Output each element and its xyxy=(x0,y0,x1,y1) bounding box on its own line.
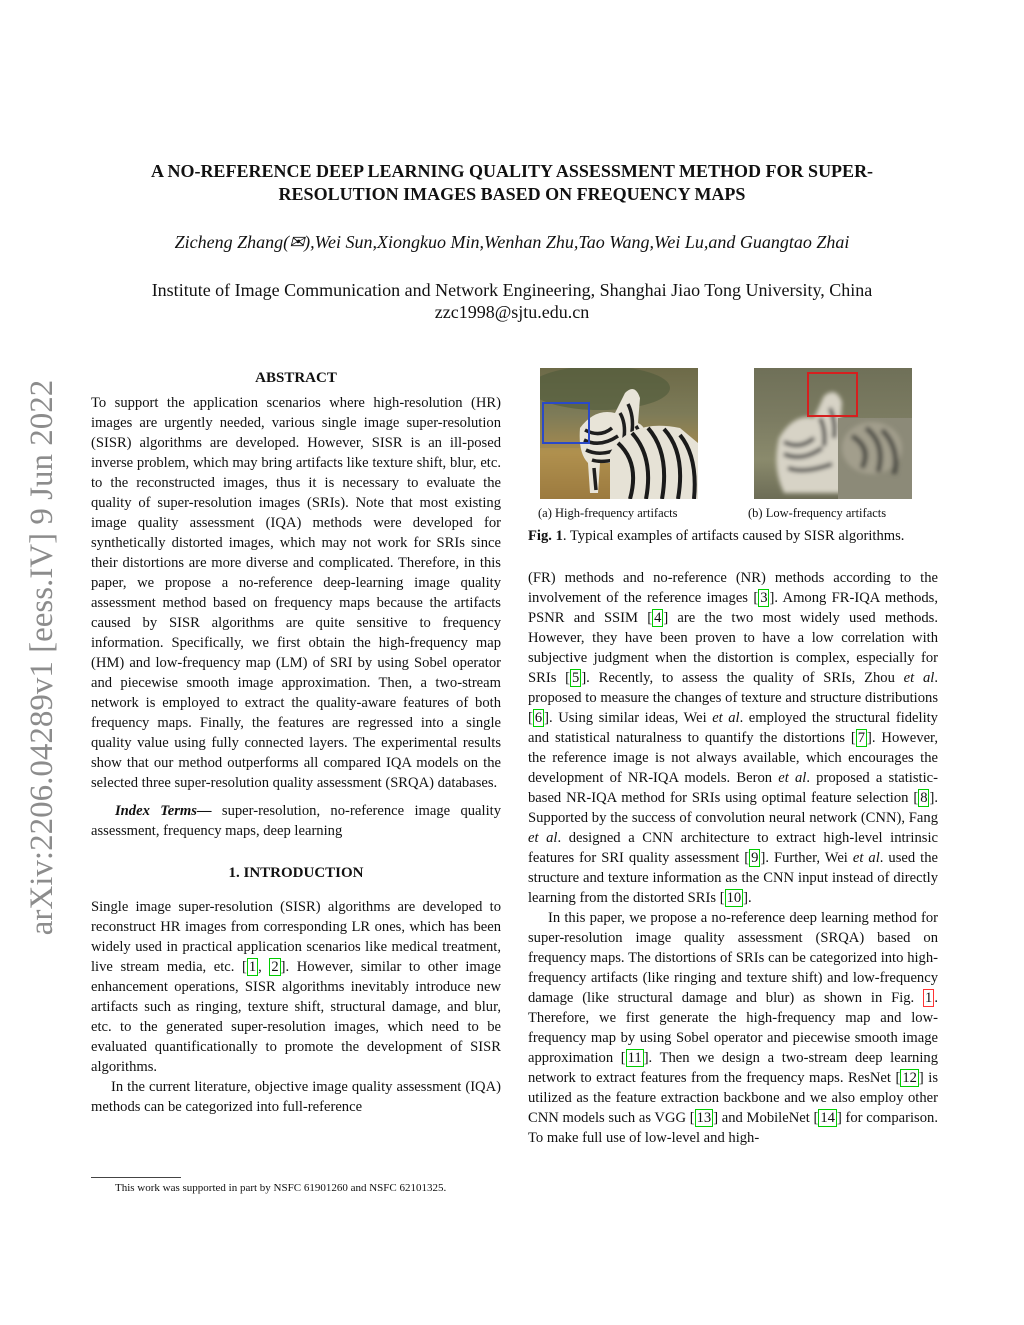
footnote: This work was supported in part by NSFC 61901260 and NSFC 62101325. xyxy=(115,1182,447,1194)
text-run: ]. Further, Wei xyxy=(760,850,853,866)
figure-reference-link[interactable]: 1 xyxy=(925,990,933,1006)
intro-paragraph-2: In the current literature, objective image quality assessment (IQA) methods can be categorized into full-reference xyxy=(91,1079,501,1115)
affiliation: Institute of Image Communication and Network Engineering, Shanghai Jiao Tong University, China xyxy=(151,280,873,300)
et-al-text: et al xyxy=(852,850,880,866)
citation-link[interactable]: 2 xyxy=(271,959,279,975)
paper-title: A NO-REFERENCE DEEP LEARNING QUALITY ASSESSMENT METHOD FOR SUPER-RESOLUTION IMAGES BASED ON FREQUENCY MAPS xyxy=(150,161,874,204)
citation-link[interactable]: 4 xyxy=(654,610,662,626)
citation-link[interactable]: 5 xyxy=(572,670,580,686)
text-run: ]. However, similar to other image enhancement operations, SISR algorithms inevitably introduce new artifacts such as ringing, texture shift, structural damage, and blur, etc. to the generated super-resolution images, which need to be evaluated quantificationally to promote the development of SISR algorithms. xyxy=(91,959,502,1075)
blurred-zebra-illustration xyxy=(754,368,912,499)
email[interactable]: zzc1998@sjtu.edu.cn xyxy=(434,302,590,322)
et-al-text: et al xyxy=(778,770,807,786)
text-run: ]. Supported by the success of convolution neural network (CNN), Fang xyxy=(528,790,938,826)
citation-link[interactable]: 14 xyxy=(820,1110,835,1126)
affiliation-block xyxy=(80,279,944,323)
text-run: , xyxy=(258,959,270,975)
text-run: . Therefore, we first generate the high-frequency map and low-frequency map by using Sobel operator and piecewise smooth image approximation [ xyxy=(528,990,938,1066)
arxiv-stamp: arXiv:2206.04289v1 [eess.IV] 9 Jun 2022 xyxy=(24,379,61,936)
text-run: ] are the two most widely used methods. However, they have been proven to have a low correlation with subjective judgment when the distortion is complex, especially for SRIs [ xyxy=(528,610,938,686)
text-run: ]. Among FR-IQA methods, PSNR and SSIM [ xyxy=(528,590,938,626)
zebra-image-low-frequency xyxy=(754,368,912,499)
text-run: ]. xyxy=(743,890,752,906)
citation-link[interactable]: 8 xyxy=(920,790,928,806)
index-terms-text: super-resolution, no-reference image quality assessment, frequency maps, deep learning xyxy=(91,803,501,839)
citation-link[interactable]: 11 xyxy=(627,1050,642,1066)
index-terms-label: Index Terms— xyxy=(115,803,212,819)
figure-caption xyxy=(528,526,938,546)
text-run: . proposed a statistic-based NR-IQA method for SRIs using optimal feature selection [ xyxy=(528,770,938,806)
text-run: ]. Recently, to assess the quality of SRIs, Zhou xyxy=(581,670,904,686)
citation-link[interactable]: 6 xyxy=(534,710,543,726)
text-run: Single image super-resolution (SISR) algorithms are developed to reconstruct HR images from corresponding LR ones, which has been widely used in practical application scenarios like medical treatment, live stream media, etc. [ xyxy=(91,899,501,975)
right-paragraph-2 xyxy=(528,908,938,1148)
left-column xyxy=(91,368,501,1117)
text-run: ] for comparison. To make full use of low-level and high- xyxy=(528,1110,938,1146)
citation-link[interactable]: 10 xyxy=(726,890,742,906)
et-al-text: et al xyxy=(903,670,935,686)
text-run: (FR) methods and no-reference (NR) methods according to the involvement of the reference images [ xyxy=(528,570,938,606)
text-run: ]. However, the reference image is not always available, which encourages the development of NR-IQA models. Beron xyxy=(528,730,938,786)
citation-link[interactable]: 7 xyxy=(857,730,865,746)
right-paragraph-1 xyxy=(528,568,938,908)
abstract-text: To support the application scenarios where high-resolution (HR) images are urgently needed, various single image super-resolution (SISR) algorithms are developed. However, SISR is an ill-posed inverse problem, which may bring artifacts like texture shift, blur, etc. to the reconstructed images, thus it is necessary to evaluate the quality of super-resolution images (SRIs). Note that most existing image quality assessment (IQA) methods were developed for synthetically distorted images, which may not work for SRIs since their distortions are more diverse and complicated. Therefore, in this paper, we propose a no-reference deep-learning image quality assessment method based on frequency maps because the artifacts caused by SISR algorithms are quite sensitive to frequency information. Specifically, we first obtain the high-frequency map (HM) and low-frequency map (LM) of SRI by using Sobel operator and piecewise smooth image approximation. Then, a two-stream network is employed to extract the quality-aware features of both frequency maps. Finally, the features are regressed into a single quality value using fully connected layers. The experimental results show that our method outperforms all compared IQA models on the selected three super-resolution quality assessment (SRQA) databases. xyxy=(91,395,501,791)
text-run: ] and MobileNet [ xyxy=(713,1110,819,1126)
abstract-heading: ABSTRACT xyxy=(255,370,337,386)
right-column xyxy=(528,568,938,1148)
text-run: . proposed to measure the changes of texture and structure distributions [ xyxy=(528,670,938,726)
text-run: ]. Then we design a two-stream deep learning network to extract features from the frequency maps. ResNet [ xyxy=(528,1050,938,1086)
citation-link[interactable]: 12 xyxy=(902,1070,917,1086)
figure-1 xyxy=(528,368,938,568)
citation-link[interactable]: 13 xyxy=(696,1110,712,1126)
text-run: . employed the structural fidelity and statistical naturalness to quantify the distortions [ xyxy=(528,710,938,746)
index-terms xyxy=(91,801,501,841)
citation-link[interactable]: 9 xyxy=(751,850,759,866)
citation-link[interactable]: 3 xyxy=(760,590,768,606)
citation-link[interactable]: 1 xyxy=(248,959,257,975)
text-run: . designed a CNN architecture to extract high-level intrinsic features for SRI quality assessment [ xyxy=(528,830,938,866)
figure-label: Fig. 1 xyxy=(528,528,563,544)
text-run: ]. Using similar ideas, Wei xyxy=(544,710,713,726)
intro-paragraph-1 xyxy=(91,897,501,1077)
zebra-image-high-frequency xyxy=(540,368,698,499)
et-al-text: et al xyxy=(712,710,740,726)
et-al-text: et al xyxy=(528,830,558,846)
zebra-illustration xyxy=(540,368,698,499)
subfigure-caption-b: (b) Low-frequency artifacts xyxy=(748,506,887,520)
intro-heading: 1. INTRODUCTION xyxy=(228,865,364,881)
text-run: ] is utilized as the feature extraction backbone and we also employ other CNN models such as VGG [ xyxy=(528,1070,938,1126)
authors: Zicheng Zhang(✉),Wei Sun,Xiongkuo Min,Wenhan Zhu,Tao Wang,Wei Lu,and Guangtao Zhai xyxy=(174,232,850,252)
text-run: . used the structure and texture information as the CNN input instead of directly learning from the distorted SRIs [ xyxy=(528,850,938,906)
text-run: In this paper, we propose a no-reference deep learning method for super-resolution image quality assessment (SRQA) based on frequency maps. The distortions of SRIs can be categorized into high-frequency artifacts (like ringing and texture shift) and low-frequency damage (like structural damage and blur) as shown in Fig. xyxy=(528,910,938,1006)
footnote-rule xyxy=(91,1177,181,1178)
figure-caption-text: . Typical examples of artifacts caused by SISR algorithms. xyxy=(562,528,905,544)
subfigure-caption-a: (a) High-frequency artifacts xyxy=(538,506,678,520)
